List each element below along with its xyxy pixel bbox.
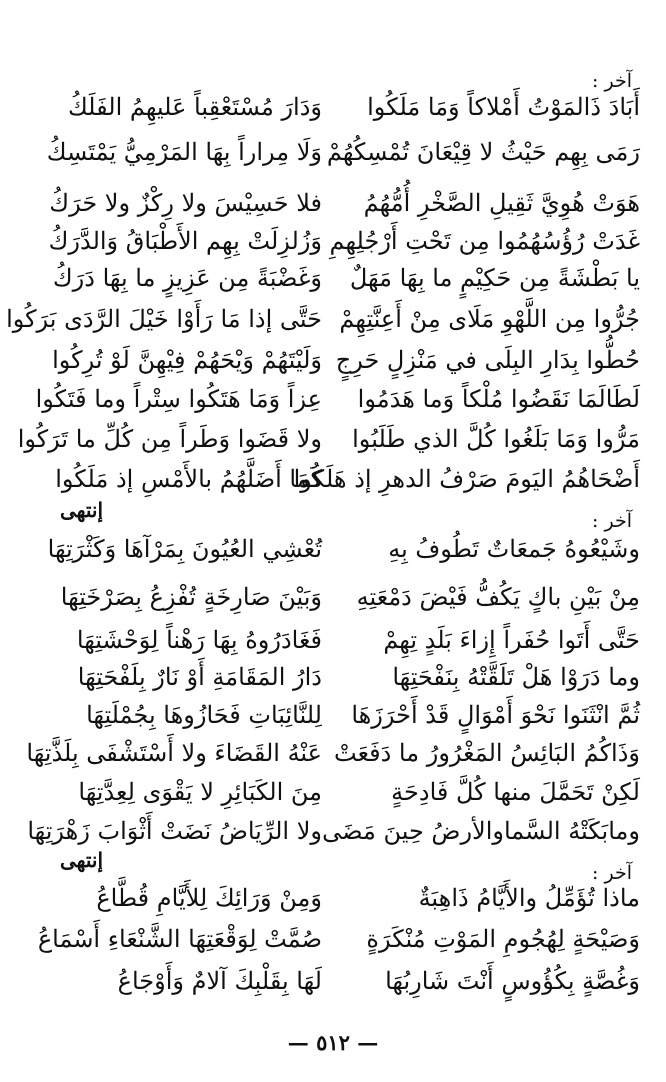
- verse-first-hemistich: غَدَتْ رُؤُسُهُمُوا مِن تَحْتِ أَرْجُلِهِمِ: [329, 227, 640, 255]
- verse-second-hemistich: مِنَ الكَبَائِرِ لا يَقْوَى لِعِدَّتِهَا: [78, 778, 322, 806]
- verse-first-hemistich: مَرُّوا وَمَا بَلَغُوا كُلَّ الذي طَلَبُوا: [352, 425, 640, 453]
- section-end-marker: إنتهى: [60, 848, 104, 872]
- verse-first-hemistich: ماذا تُؤَمِّلُ والأَيَّامُ ذَاهِبَةٌ: [418, 884, 640, 912]
- verse-second-hemistich: ولا قَضَوا وَطَراً مِن كُلِّ ما تَرَكُوا: [17, 425, 322, 453]
- verse-first-hemistich: أَبَادَ ذَالمَوْتُ أَمْلاكاً وَمَا مَلَكُوا: [367, 93, 640, 121]
- verse-second-hemistich: لَهَا بِقَلْبِكَ آلامٌ وَأَوْجَاعُ: [117, 967, 322, 995]
- verse-second-hemistich: وَلَيْتَهُمْ وَيْحَهُمْ فِيْهِنَّ لَوْ تُرِكُوا: [52, 346, 322, 374]
- section-end-marker: إنتهى: [60, 498, 104, 522]
- verse-first-hemistich: حَتَّى أَتَوا حُفَراً إِزاءَ بَلَدٍ تِهِمْ: [383, 626, 640, 654]
- verse-second-hemistich: وَغَضْبَةً مِن عَزِيزٍ ما بِهَا دَرَكُ: [52, 264, 322, 292]
- verse-first-hemistich: جُرُّوا مِن اللَّهْوِ مَلَاى مِنْ أَعِنَّتِهِمْ: [339, 305, 640, 333]
- verse-second-hemistich: ولا الرِّيَاضُ نَضَتْ أَثْوَابَ زَهْرَتِهَا: [27, 817, 322, 845]
- verse-second-hemistich: وَدَارَ مُسْتَعْقِباً عَليهِمُ الفَلَكُ: [67, 93, 322, 121]
- verse-second-hemistich: حَتَّى إذا مَا رَأَوْا خَيْلَ الرَّدَى بَرَكُوا: [6, 305, 322, 333]
- verse-second-hemistich: كَمَا أَضَلَّهُمُ بالأَمْسِ إذ مَلَكُوا: [55, 465, 322, 493]
- verse-second-hemistich: وَمِنْ وَرَائِكَ لِلأَيَّامِ قُطَّاعُ: [96, 884, 322, 912]
- verse-second-hemistich: دَارُ المَقَامَةِ أَوْ نَارٌ بِلَفْحَتِهَا: [77, 663, 322, 691]
- verse-first-hemistich: وَغُصَّةٍ بِكُؤُوسٍ أَنْتَ شَارِبُهَا: [385, 967, 640, 995]
- verse-second-hemistich: فلا حَسِيْسَ ولا رِكْزٌ ولا حَرَكُ: [49, 189, 322, 217]
- verse-first-hemistich: وَذَاكُمُ البَائِسُ المَغْرُورُ ما دَفَعَتْ: [334, 739, 640, 767]
- verse-first-hemistich: لَكِنْ تَحَمَّلَ منها كُلَّ فَادِحَةٍ: [391, 778, 640, 806]
- verse-first-hemistich: رَمَى بِهِم حَيْثُ لا قِيْعَانَ تُمْسِكُهُمْ: [326, 138, 640, 166]
- verse-second-hemistich: لِلنَّائِبَاتِ فَحَازُوهَا بِجُمْلَتِهَا: [86, 701, 322, 729]
- verse-first-hemistich: هَوَتْ هُوِيَّ ثَقِيلِ الصَّخْرِ أُمُّهُمُ: [363, 189, 640, 217]
- section-heading: آخر :: [592, 70, 632, 92]
- verse-first-hemistich: يا بَطْشَةً مِن حَكِيْمٍ ما بِهَا مَهَلٌ: [349, 264, 640, 292]
- section-heading: آخر :: [592, 862, 632, 884]
- verse-first-hemistich: مِنْ بَيْنِ باكٍ يَكُفُّ فَيْضَ دَمْعَتِهِ: [356, 583, 640, 611]
- section-heading: آخر :: [592, 510, 632, 532]
- verse-first-hemistich: وَصَيْحَةٍ لِهُجُومِ المَوْتِ مُنْكَرَةٍ: [366, 925, 640, 953]
- verse-first-hemistich: حُطُّوا بِدَارِ البِلَى في مَنْزِلٍ حَرِجٍ: [335, 346, 640, 374]
- verse-first-hemistich: أَضْحَاهُمُ اليَومَ صَرْفُ الدهرِ إذ هَلَكُوا: [293, 465, 640, 493]
- verse-first-hemistich: وما دَرَوْا هَلْ تَلَقَّتْهُ بِنَفْحَتِهَا: [392, 663, 640, 691]
- verse-first-hemistich: ومابَكَتْهُ السَّماوالأرضُ حِينَ مَضَى: [322, 817, 640, 845]
- verse-second-hemistich: تُعْشِي العُيُونَ بِمَرْآهَا وَكَثْرَتِهَا: [47, 535, 322, 563]
- verse-second-hemistich: فَغَادَرُوهُ بِهَا رَهْناً لِوَحْشَتِهَا: [76, 626, 322, 654]
- verse-second-hemistich: وَلَا مِراراً بِهَا المَرْمِيُّ يَمْتَسِكُ: [46, 138, 322, 166]
- verse-second-hemistich: وَزُلزِلَتْ بِهِم الأَطْبَاقُ وَالدَّرَكُ: [48, 227, 322, 255]
- verse-second-hemistich: عِزاً وَمَا هَتَكُوا سِتْراً وما فَتَكُوا: [35, 385, 322, 413]
- verse-first-hemistich: لَطَالَمَا نَقَضُوا مُلْكاً وَما هَدَمُوا: [357, 385, 640, 413]
- verse-first-hemistich: وشَيْعُوهُ جَمعَاتٌ تَطُوفُ بِهِ: [388, 535, 640, 563]
- verse-second-hemistich: صُمَّتْ لِوَقْعَتِهَا الشَّنْعَاءِ أَسْمَاعُ: [37, 925, 322, 953]
- page-number: — ٥١٢ —: [287, 1030, 379, 1055]
- verse-first-hemistich: ثُمَّ انْثَنَوا نَحْوَ أَمْوَالٍ قَدْ أَحْرَزَهَا: [351, 701, 640, 729]
- verse-second-hemistich: عَنْهُ القَضَاءَ ولا أَسْتَشْفَى بِلَذَّتِهَا: [26, 739, 322, 767]
- verse-second-hemistich: وَبَيْنَ صَارِخَةٍ تُفْزِعُ بِصَرْخَتِهَا: [60, 583, 322, 611]
